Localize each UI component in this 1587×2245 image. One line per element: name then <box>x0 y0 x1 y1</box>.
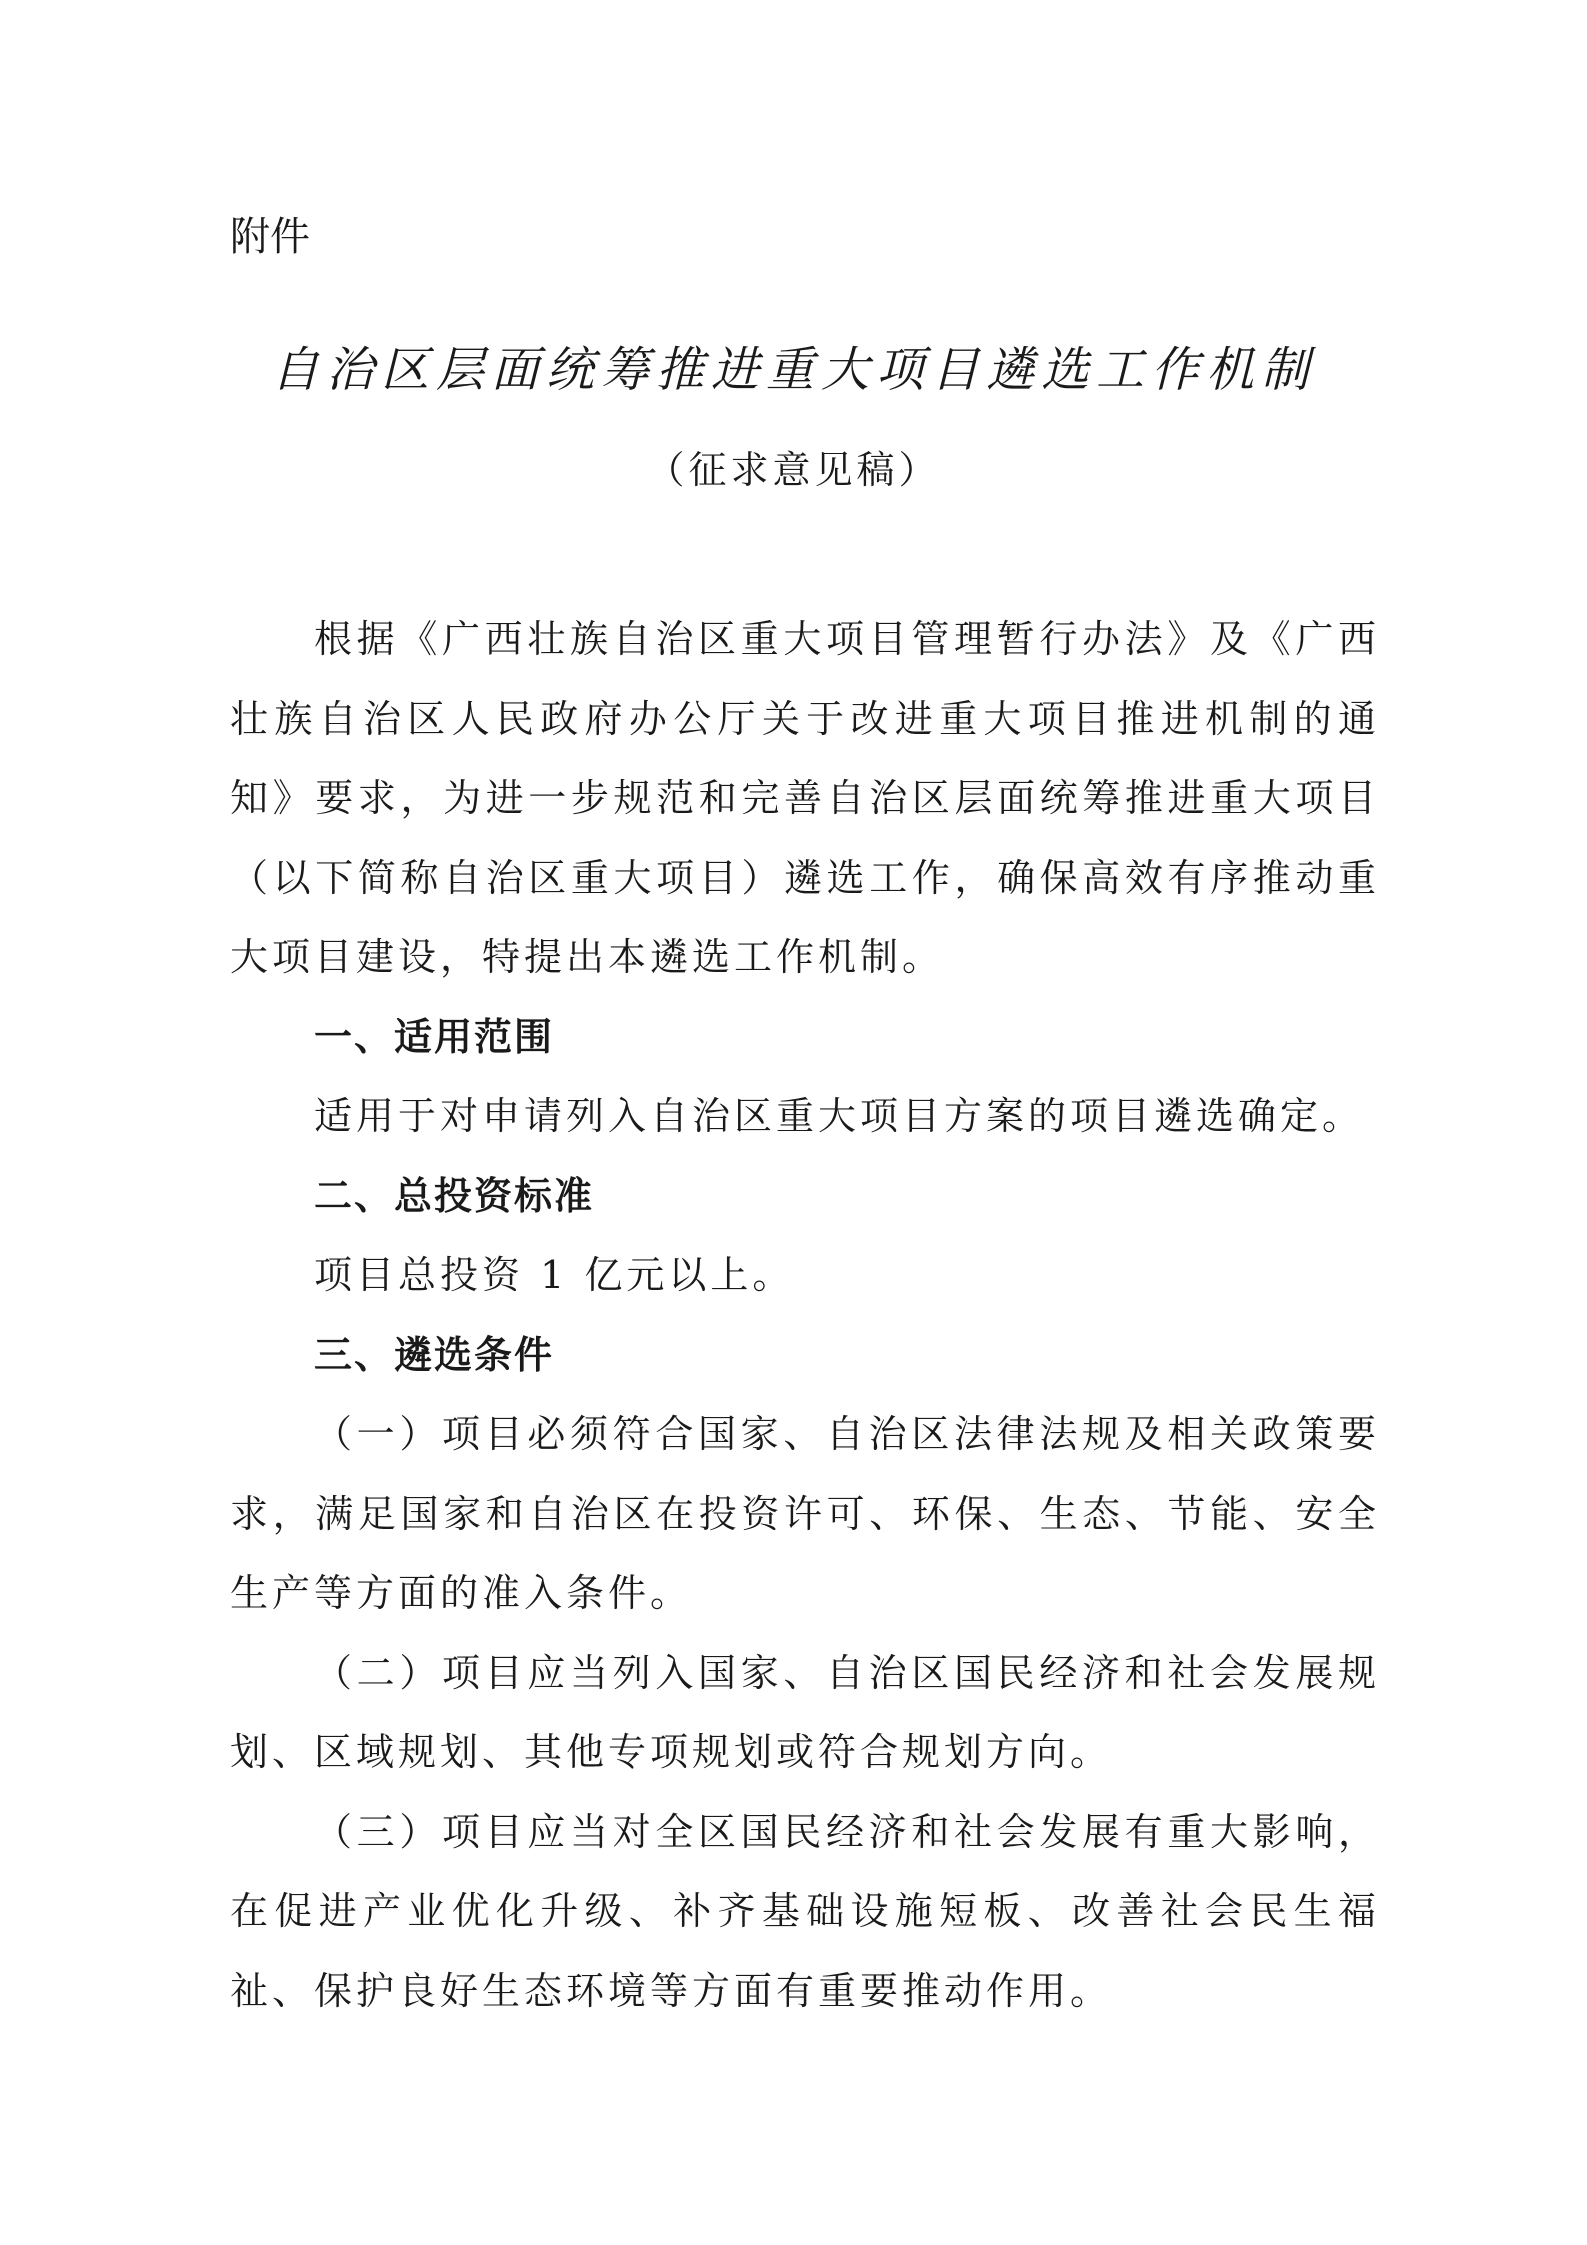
document-body <box>230 600 1380 2031</box>
intro-paragraph: 根据《广西壮族自治区重大项目管理暂行办法》及《广西壮族自治区人民政府办公厅关于改进重大项目推进机制的通知》要求，为进一步规范和完善自治区层面统筹推进重大项目（以下简称自治区重大项目）遴选工作，确保高效有序推动重大项目建设，特提出本遴选工作机制。 <box>230 617 1380 979</box>
document-subtitle: （征求意见稿） <box>646 448 941 492</box>
condition-item-3: （三）项目应当对全区国民经济和社会发展有重大影响，在促进产业优化升级、补齐基础设施短板、改善社会民生福祉、保护良好生态环境等方面有重要推动作用。 <box>230 1809 1380 2013</box>
section-heading-scope: 一、适用范围 <box>314 1014 555 1059</box>
section-heading-conditions: 三、遴选条件 <box>314 1332 555 1377</box>
condition-item-1: （一）项目必须符合国家、自治区法律法规及相关政策要求，满足国家和自治区在投资许可、环保、生态、节能、安全生产等方面的准入条件。 <box>230 1412 1380 1615</box>
condition-item-2: （二）项目应当列入国家、自治区国民经济和社会发展规划、区域规划、其他专项规划或符合规划方向。 <box>230 1650 1380 1774</box>
attachment-label: 附件 <box>230 214 310 260</box>
section-heading-investment: 二、总投资标准 <box>314 1173 595 1218</box>
section-text-investment: 项目总投资 1 亿元以上。 <box>314 1253 795 1297</box>
document-title: 自治区层面统筹推进重大项目遴选工作机制 <box>270 342 1316 398</box>
section-text-scope: 适用于对申请列入自治区重大项目方案的项目遴选确定。 <box>314 1094 1365 1138</box>
